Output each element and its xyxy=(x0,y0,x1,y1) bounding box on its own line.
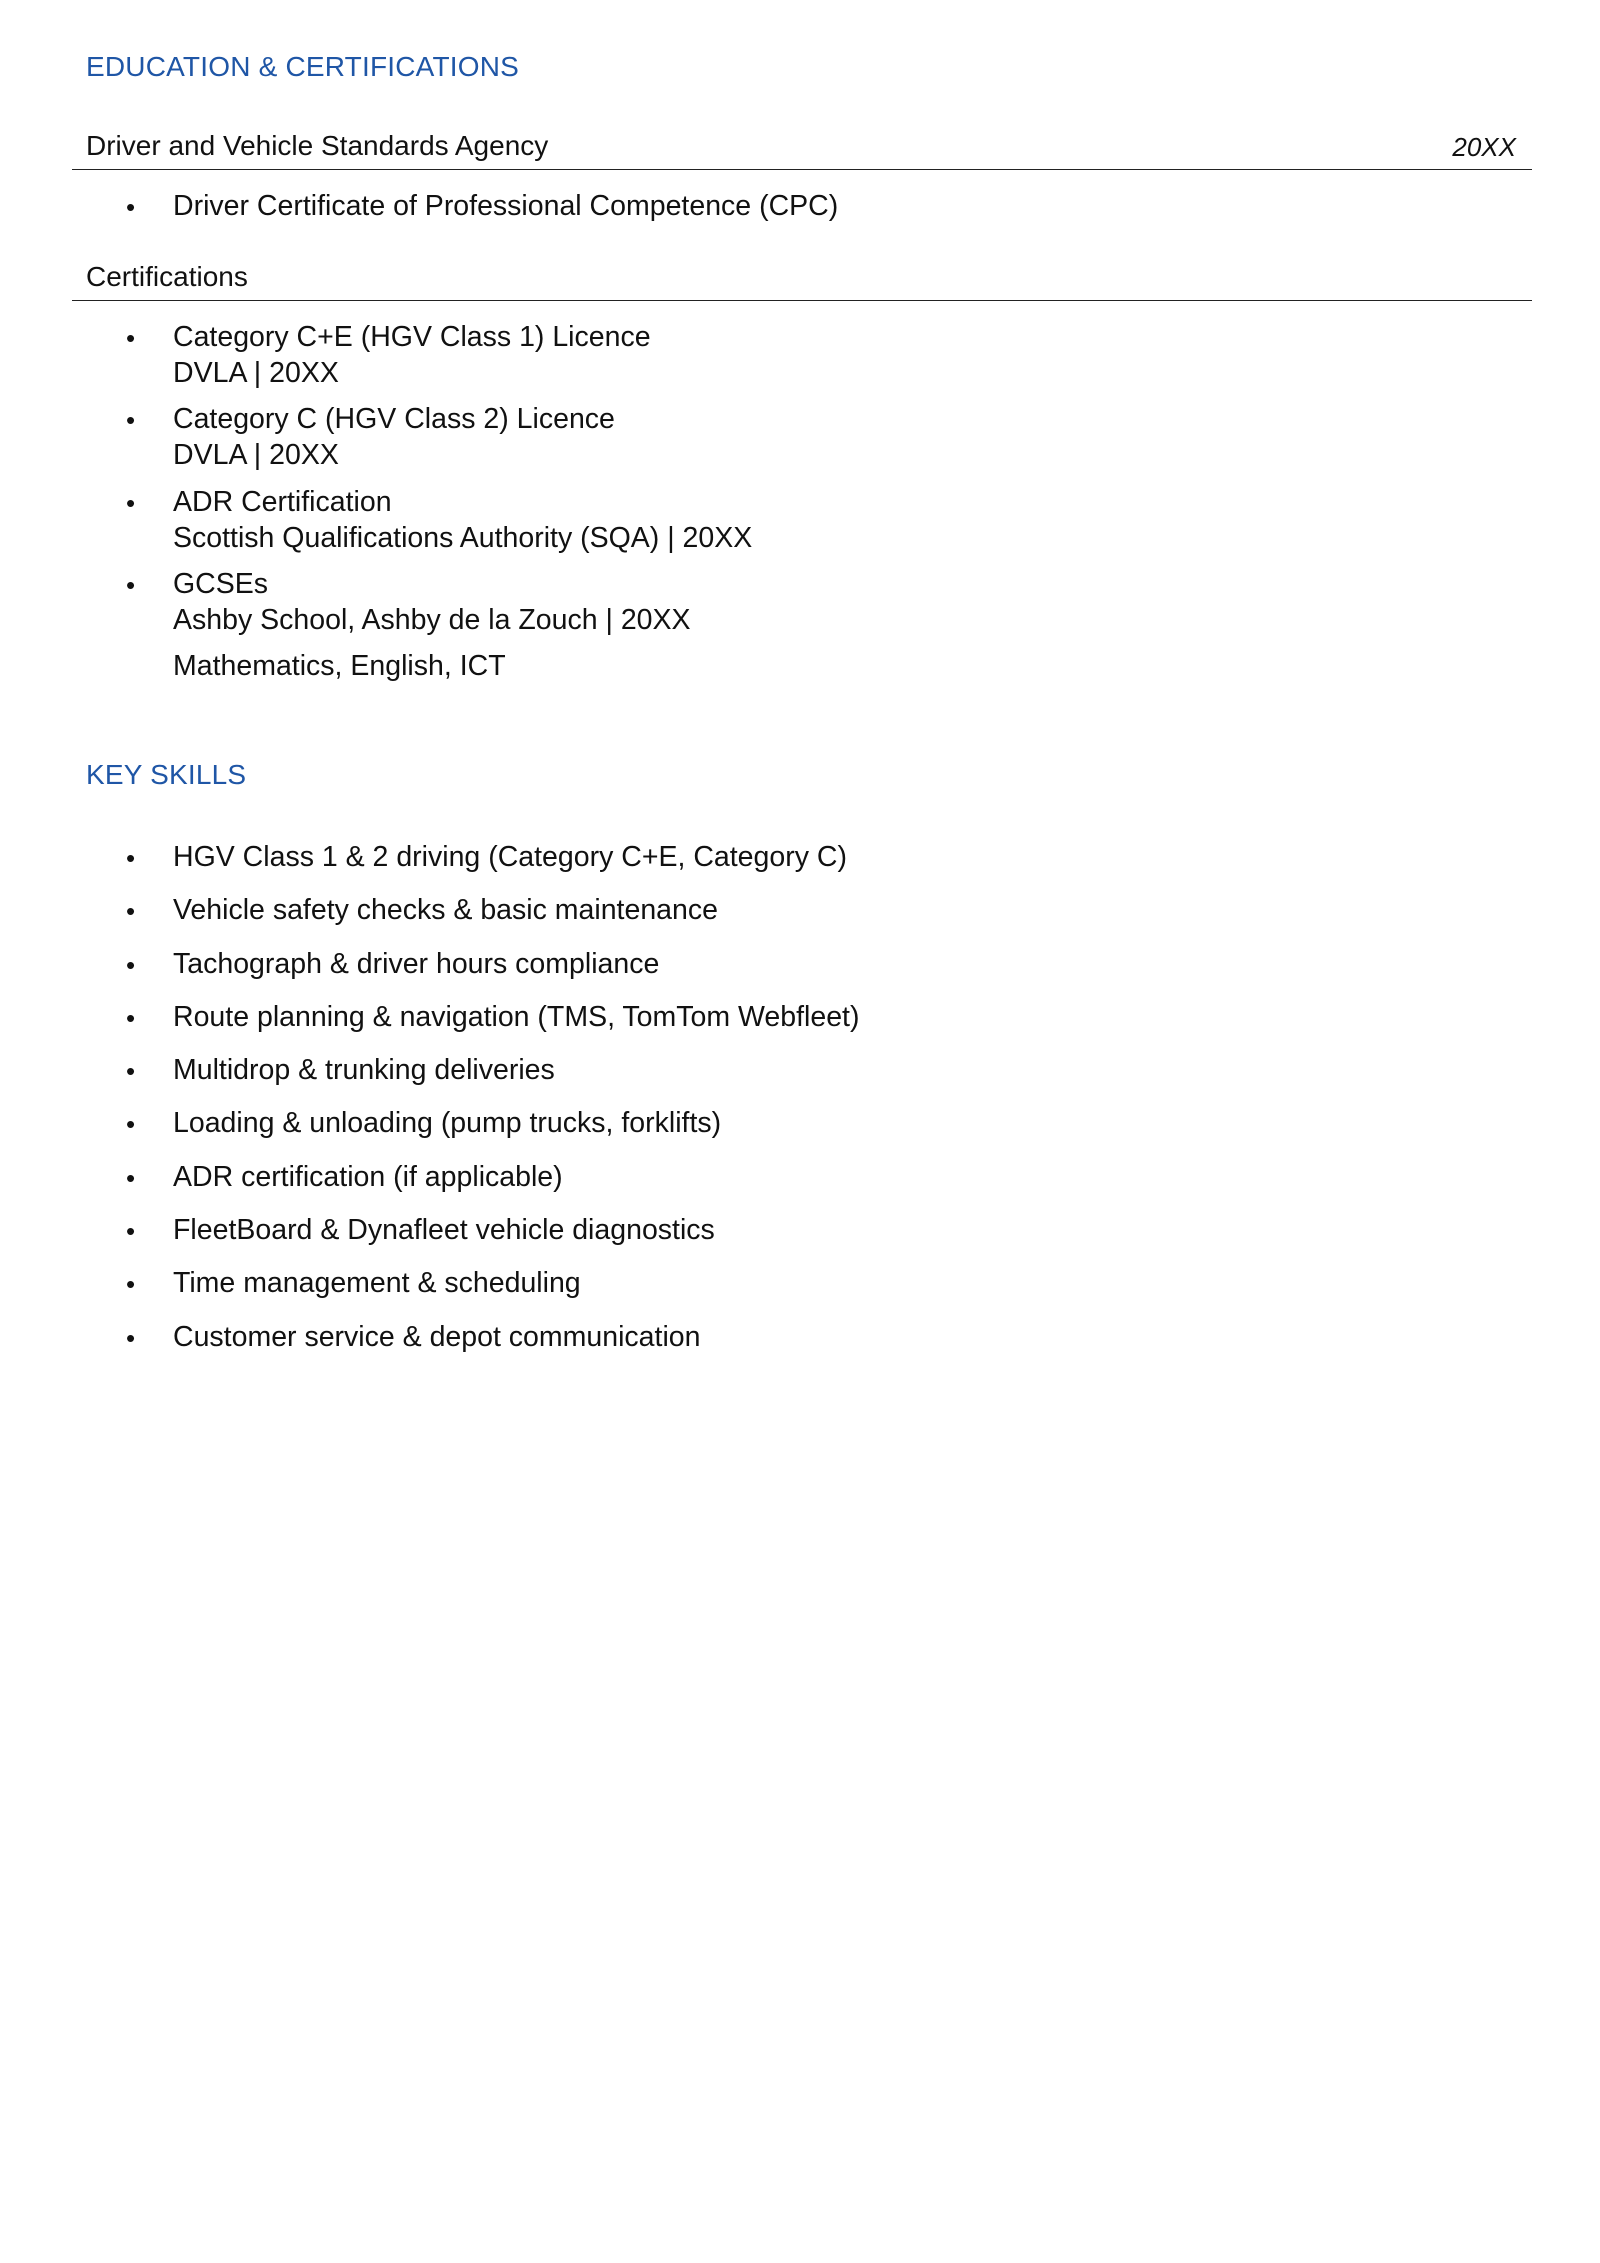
bullet-icon: • xyxy=(126,950,136,980)
bullet-icon: • xyxy=(126,1269,136,1299)
institution-name: Driver and Vehicle Standards Agency xyxy=(86,130,549,161)
bullet-icon: • xyxy=(126,1056,136,1086)
certification-detail: DVLA | 20XX xyxy=(173,357,339,389)
bullet-icon: • xyxy=(126,488,136,518)
skill-item: Loading & unloading (pump trucks, forklifts) xyxy=(173,1107,722,1139)
skill-item: Customer service & depot communication xyxy=(173,1321,701,1353)
certification-title: ADR Certification xyxy=(173,486,392,518)
skill-item: Tachograph & driver hours compliance xyxy=(173,948,660,980)
certifications-heading: Certifications xyxy=(86,261,248,292)
bullet-icon: • xyxy=(126,843,136,873)
certification-detail: DVLA | 20XX xyxy=(173,439,339,471)
bullet-icon: • xyxy=(126,1216,136,1246)
skill-item: Time management & scheduling xyxy=(173,1267,581,1299)
institution-date: 20XX xyxy=(1452,132,1516,162)
bullet-icon: • xyxy=(126,192,136,222)
institution-divider xyxy=(72,169,1532,170)
bullet-icon: • xyxy=(126,323,136,353)
certification-detail: Ashby School, Ashby de la Zouch | 20XX xyxy=(173,604,691,636)
bullet-icon: • xyxy=(126,570,136,600)
certification-extra: Mathematics, English, ICT xyxy=(173,650,506,682)
skill-item: HGV Class 1 & 2 driving (Category C+E, Category C) xyxy=(173,841,847,873)
skill-item: Vehicle safety checks & basic maintenance xyxy=(173,894,718,926)
certification-detail: Scottish Qualifications Authority (SQA) | 20XX xyxy=(173,522,753,554)
bullet-icon: • xyxy=(126,1323,136,1353)
bullet-icon: • xyxy=(126,405,136,435)
bullet-icon: • xyxy=(126,1163,136,1193)
certifications-divider xyxy=(72,300,1532,301)
certification-title: GCSEs xyxy=(173,568,269,600)
bullet-icon: • xyxy=(126,1109,136,1139)
skill-item: FleetBoard & Dynafleet vehicle diagnostics xyxy=(173,1214,715,1246)
bullet-icon: • xyxy=(126,896,136,926)
education-section-heading: EDUCATION & CERTIFICATIONS xyxy=(86,51,520,82)
certification-title: Category C (HGV Class 2) Licence xyxy=(173,403,615,435)
skill-item: Multidrop & trunking deliveries xyxy=(173,1054,555,1086)
key-skills-heading: KEY SKILLS xyxy=(86,759,247,790)
skill-item: Route planning & navigation (TMS, TomTom Webfleet) xyxy=(173,1001,860,1033)
certification-title: Category C+E (HGV Class 1) Licence xyxy=(173,321,651,353)
institution-item: Driver Certificate of Professional Competence (CPC) xyxy=(173,190,839,222)
skill-item: ADR certification (if applicable) xyxy=(173,1161,563,1193)
bullet-icon: • xyxy=(126,1003,136,1033)
